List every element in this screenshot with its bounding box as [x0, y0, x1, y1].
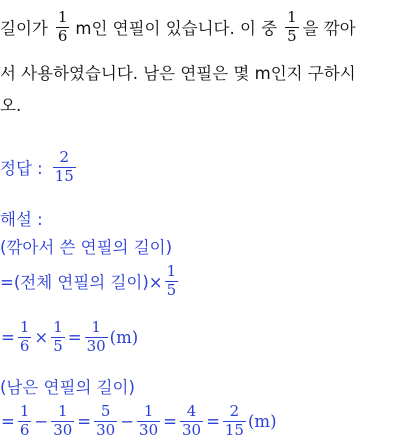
solution-step-4 [0, 374, 135, 398]
solution-label-line [0, 206, 43, 230]
equals-sign: = [163, 411, 177, 431]
fraction-denominator: 15 [54, 166, 74, 185]
fraction [56, 10, 70, 45]
problem-text: m인 연필이 있습니다. 이 중 [75, 19, 278, 39]
problem-text: 을 깎아 [302, 19, 356, 39]
problem-line-2 [0, 60, 356, 84]
fraction-denominator: 6 [19, 420, 30, 439]
fraction [94, 404, 117, 439]
fraction [223, 404, 246, 439]
problem-text: 길이가 [0, 19, 48, 39]
fraction-numerator: 5 [100, 402, 111, 420]
unit-label: (m) [247, 411, 277, 431]
problem-text: 오. [0, 96, 22, 115]
fraction-numerator: 1 [57, 402, 68, 420]
equals-sign: = [1, 411, 15, 431]
fraction [180, 404, 203, 439]
fraction [18, 320, 32, 355]
fraction-numerator: 1 [53, 318, 63, 336]
problem-text: 서 사용하였습니다. 남은 연필은 몇 m인지 구하시 [0, 64, 356, 83]
step-text: (남은 연필의 길이) [0, 378, 135, 397]
fraction [285, 10, 299, 45]
times-sign: × [34, 327, 49, 347]
step-text: (깎아서 쓴 연필의 길이) [0, 238, 173, 257]
solution-step-5 [0, 404, 277, 439]
minus-sign: − [34, 411, 49, 431]
equals-sign: = [206, 411, 220, 431]
fraction-numerator: 2 [59, 148, 69, 166]
fraction-denominator: 6 [57, 26, 68, 45]
solution-step-3 [0, 320, 138, 355]
fraction-denominator: 30 [181, 420, 202, 439]
answer-fraction [53, 150, 76, 185]
minus-sign: − [120, 411, 135, 431]
fraction-denominator: 6 [19, 336, 30, 355]
fraction-numerator: 4 [186, 402, 197, 420]
fraction-denominator: 30 [96, 420, 116, 439]
fraction-denominator: 30 [86, 336, 106, 355]
unit-label: (m) [109, 327, 139, 347]
fraction [18, 404, 32, 439]
fraction-numerator: 1 [57, 8, 68, 26]
fraction-numerator: 1 [19, 318, 30, 336]
equals-sign: = [77, 411, 92, 431]
problem-line-3 [0, 92, 21, 116]
equals-sign: = [67, 327, 82, 347]
fraction-denominator: 5 [287, 26, 297, 45]
fraction-numerator: 1 [91, 318, 101, 336]
fraction-denominator: 30 [53, 420, 73, 439]
fraction-denominator: 15 [224, 420, 244, 439]
fraction-denominator: 5 [166, 280, 177, 299]
fraction [51, 320, 65, 355]
answer-label: 정답 : [0, 159, 43, 179]
fraction [85, 320, 108, 355]
fraction-numerator: 1 [166, 262, 177, 280]
fraction-numerator: 2 [229, 402, 240, 420]
step-text: =(전체 연필의 길이)× [0, 273, 163, 293]
solution-label: 해설 : [0, 210, 43, 229]
solution-step-2 [0, 264, 180, 299]
fraction [51, 404, 74, 439]
fraction [137, 404, 160, 439]
equals-sign: = [1, 327, 15, 347]
fraction-numerator: 1 [287, 8, 297, 26]
fraction-denominator: 30 [139, 420, 159, 439]
answer-line [0, 150, 78, 185]
problem-line-1 [0, 10, 356, 45]
fraction-denominator: 5 [53, 336, 63, 355]
fraction [165, 264, 179, 299]
fraction-numerator: 1 [19, 402, 30, 420]
solution-step-1 [0, 234, 172, 258]
fraction-numerator: 1 [143, 402, 154, 420]
